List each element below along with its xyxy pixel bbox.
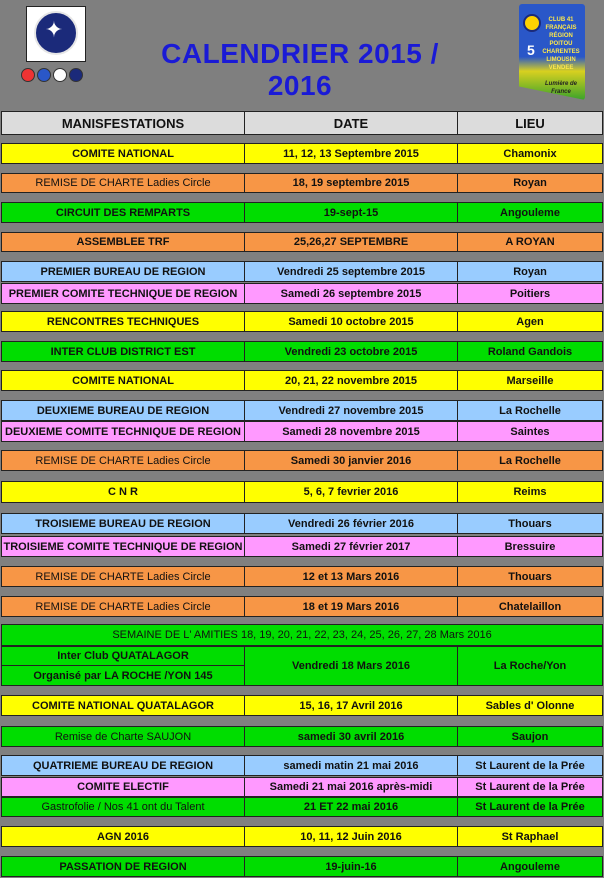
- pennant-line: RÉGION: [549, 33, 573, 39]
- place-cell: Poitiers: [509, 287, 551, 300]
- date-cell: 15, 16, 17 Avril 2016: [245, 696, 458, 715]
- date-cell: 19-juin-16: [245, 857, 458, 876]
- pennant-line: CHARENTES: [542, 49, 580, 55]
- date-cell: Samedi 21 mai 2016 après-midi: [245, 778, 458, 796]
- place-cell: St Laurent de la Prée: [475, 759, 585, 772]
- table-row: [1, 797, 603, 817]
- column-header-manifestations: MANISFESTATIONS: [2, 112, 245, 134]
- pennant-slogan: Lumière de France: [544, 81, 577, 95]
- table-row: [1, 481, 603, 503]
- star-icon: ✦: [44, 17, 64, 42]
- event-cell: COMITE ELECTIF: [2, 778, 245, 796]
- table-row: [1, 856, 603, 877]
- event-cell: PREMIER COMITE TECHNIQUE DE REGION: [2, 284, 245, 303]
- date-cell: 18, 19 septembre 2015: [245, 174, 458, 192]
- date-cell: 11, 12, 13 Septembre 2015: [245, 144, 458, 163]
- semaine-text: SEMAINE DE L' AMITIES 18, 19, 20, 21, 22, 23, 24, 25, 26, 27, 28 Mars 2016: [112, 629, 492, 641]
- table-row-interclub: [1, 646, 603, 686]
- place-cell: Agen: [516, 315, 544, 328]
- table-row: [1, 755, 603, 776]
- event-cell: REMISE DE CHARTE Ladies Circle: [2, 567, 245, 586]
- date-cell: 12 et 13 Mars 2016: [245, 567, 458, 586]
- date-cell: Samedi 26 septembre 2015: [245, 284, 458, 303]
- club-wheel-icon: [523, 14, 541, 32]
- date-cell: Vendredi 27 novembre 2015: [245, 401, 458, 420]
- region-pennant-logo: [519, 4, 585, 100]
- table-row: [1, 232, 603, 252]
- table-row: [1, 695, 603, 716]
- interclub-event: [2, 647, 245, 685]
- table-row: [1, 596, 603, 617]
- place-cell: Royan: [513, 265, 547, 278]
- event-cell: PREMIER BUREAU DE REGION: [2, 262, 245, 281]
- place-cell: Chatelaillon: [498, 600, 562, 613]
- date-cell: Vendredi 26 février 2016: [245, 514, 458, 533]
- event-cell: AGN 2016: [2, 827, 245, 846]
- event-cell: Gastrofolie / Nos 41 ont du Talent: [2, 798, 245, 816]
- event-cell: REMISE DE CHARTE Ladies Circle: [2, 174, 245, 192]
- pennant-line: LIMOUSIN: [546, 57, 576, 63]
- place-cell: Royan: [513, 177, 547, 189]
- date-cell: Vendredi 23 octobre 2015: [245, 342, 458, 361]
- place-cell: Saintes: [510, 425, 550, 438]
- table-row: [1, 261, 603, 282]
- date-cell: 20, 21, 22 novembre 2015: [245, 371, 458, 390]
- event-cell: ASSEMBLEE TRF: [2, 233, 245, 251]
- place-cell: Roland Gandois: [487, 345, 573, 358]
- table-row: [1, 311, 603, 332]
- date-cell: Vendredi 25 septembre 2015: [245, 262, 458, 281]
- date-cell: 25,26,27 SEPTEMBRE: [245, 233, 458, 251]
- event-cell: COMITE NATIONAL QUATALAGOR: [2, 696, 245, 715]
- event-cell: C N R: [2, 482, 245, 502]
- date-cell: Samedi 27 février 2017: [245, 537, 458, 556]
- date-cell: Samedi 30 janvier 2016: [245, 451, 458, 470]
- date-cell: 10, 11, 12 Juin 2016: [245, 827, 458, 846]
- date-cell: 18 et 19 Mars 2016: [245, 597, 458, 616]
- place-cell: Thouars: [508, 570, 552, 583]
- event-cell: QUATRIEME BUREAU DE REGION: [2, 756, 245, 775]
- place-cell: A ROYAN: [505, 236, 555, 248]
- column-header-lieu: LIEU: [515, 115, 545, 131]
- date-cell: samedi matin 21 mai 2016: [245, 756, 458, 775]
- table-row: [1, 421, 603, 442]
- event-cell: INTER CLUB DISTRICT EST: [2, 342, 245, 361]
- place-cell: Reims: [513, 486, 547, 498]
- date-cell: 21 ET 22 mai 2016: [245, 798, 458, 816]
- place-cell: Bressuire: [504, 540, 556, 553]
- partner-logo-icon: [53, 68, 67, 82]
- table-row: [1, 450, 603, 471]
- place-cell: Angouleme: [500, 860, 560, 873]
- interclub-place: La Roche/Yon: [493, 660, 567, 672]
- region-number: 5: [527, 42, 535, 58]
- table-row: [1, 370, 603, 391]
- place-cell: Chamonix: [503, 147, 557, 160]
- partner-logo-icon: [37, 68, 51, 82]
- event-cell: COMITE NATIONAL: [2, 144, 245, 163]
- date-cell: 5, 6, 7 fevrier 2016: [245, 482, 458, 502]
- partner-logos: [21, 68, 91, 84]
- interclub-line2: Organisé par LA ROCHE /YON 145: [33, 669, 213, 682]
- place-cell: La Rochelle: [499, 454, 561, 467]
- place-cell: Angouleme: [500, 206, 560, 219]
- place-cell: La Rochelle: [499, 404, 561, 417]
- column-header-date: DATE: [245, 112, 458, 134]
- pennant-line: POITOU: [549, 41, 573, 47]
- pennant-line: CLUB 41 FRANÇAIS: [545, 17, 577, 31]
- date-cell: 19-sept-15: [245, 203, 458, 222]
- pennant-line: VENDEE: [548, 65, 574, 71]
- table-row-semaine: [1, 624, 603, 646]
- table-row: [1, 777, 603, 797]
- place-cell: Saujon: [511, 730, 549, 743]
- interclub-date: Vendredi 18 Mars 2016: [245, 647, 458, 685]
- event-cell: RENCONTRES TECHNIQUES: [2, 312, 245, 331]
- table-row: [1, 726, 603, 747]
- place-cell: St Laurent de la Prée: [475, 801, 585, 813]
- place-cell: Marseille: [506, 374, 554, 387]
- table-row: [1, 173, 603, 193]
- club41-badge: [26, 6, 86, 62]
- event-cell: PASSATION DE REGION: [2, 857, 245, 876]
- table-row: [1, 202, 603, 223]
- event-cell: Remise de Charte SAUJON: [2, 727, 245, 746]
- interclub-line1: Inter Club QUATALAGOR: [2, 647, 244, 666]
- event-cell: COMITE NATIONAL: [2, 371, 245, 390]
- table-row: [1, 566, 603, 587]
- table-row: [1, 400, 603, 421]
- event-cell: DEUXIEME BUREAU DE REGION: [2, 401, 245, 420]
- table-row: [1, 826, 603, 847]
- event-cell: TROISIEME COMITE TECHNIQUE DE REGION: [2, 537, 245, 556]
- partner-logo-icon: [69, 68, 83, 82]
- event-cell: REMISE DE CHARTE Ladies Circle: [2, 451, 245, 470]
- place-cell: St Raphael: [501, 830, 559, 843]
- table-row: [1, 513, 603, 534]
- table-row: [1, 143, 603, 164]
- club41-logo: [26, 6, 86, 86]
- place-cell: St Laurent de la Prée: [475, 781, 585, 793]
- table-row: [1, 283, 603, 304]
- event-cell: CIRCUIT DES REMPARTS: [2, 203, 245, 222]
- place-cell: Thouars: [508, 517, 552, 530]
- place-cell: Sables d' Olonne: [485, 699, 575, 712]
- event-cell: TROISIEME BUREAU DE REGION: [2, 514, 245, 533]
- page-header: [0, 0, 604, 110]
- page-title: CALENDRIER 2015 / 2016: [161, 38, 439, 101]
- date-cell: Samedi 10 octobre 2015: [245, 312, 458, 331]
- table-row: [1, 536, 603, 557]
- date-cell: Samedi 28 novembre 2015: [245, 422, 458, 441]
- partner-logo-icon: [21, 68, 35, 82]
- event-cell: DEUXIEME COMITE TECHNIQUE DE REGION: [2, 422, 245, 441]
- event-cell: REMISE DE CHARTE Ladies Circle: [2, 597, 245, 616]
- table-row: [1, 341, 603, 362]
- pennant-text: [541, 16, 581, 96]
- table-header: [1, 111, 603, 135]
- date-cell: samedi 30 avril 2016: [245, 727, 458, 746]
